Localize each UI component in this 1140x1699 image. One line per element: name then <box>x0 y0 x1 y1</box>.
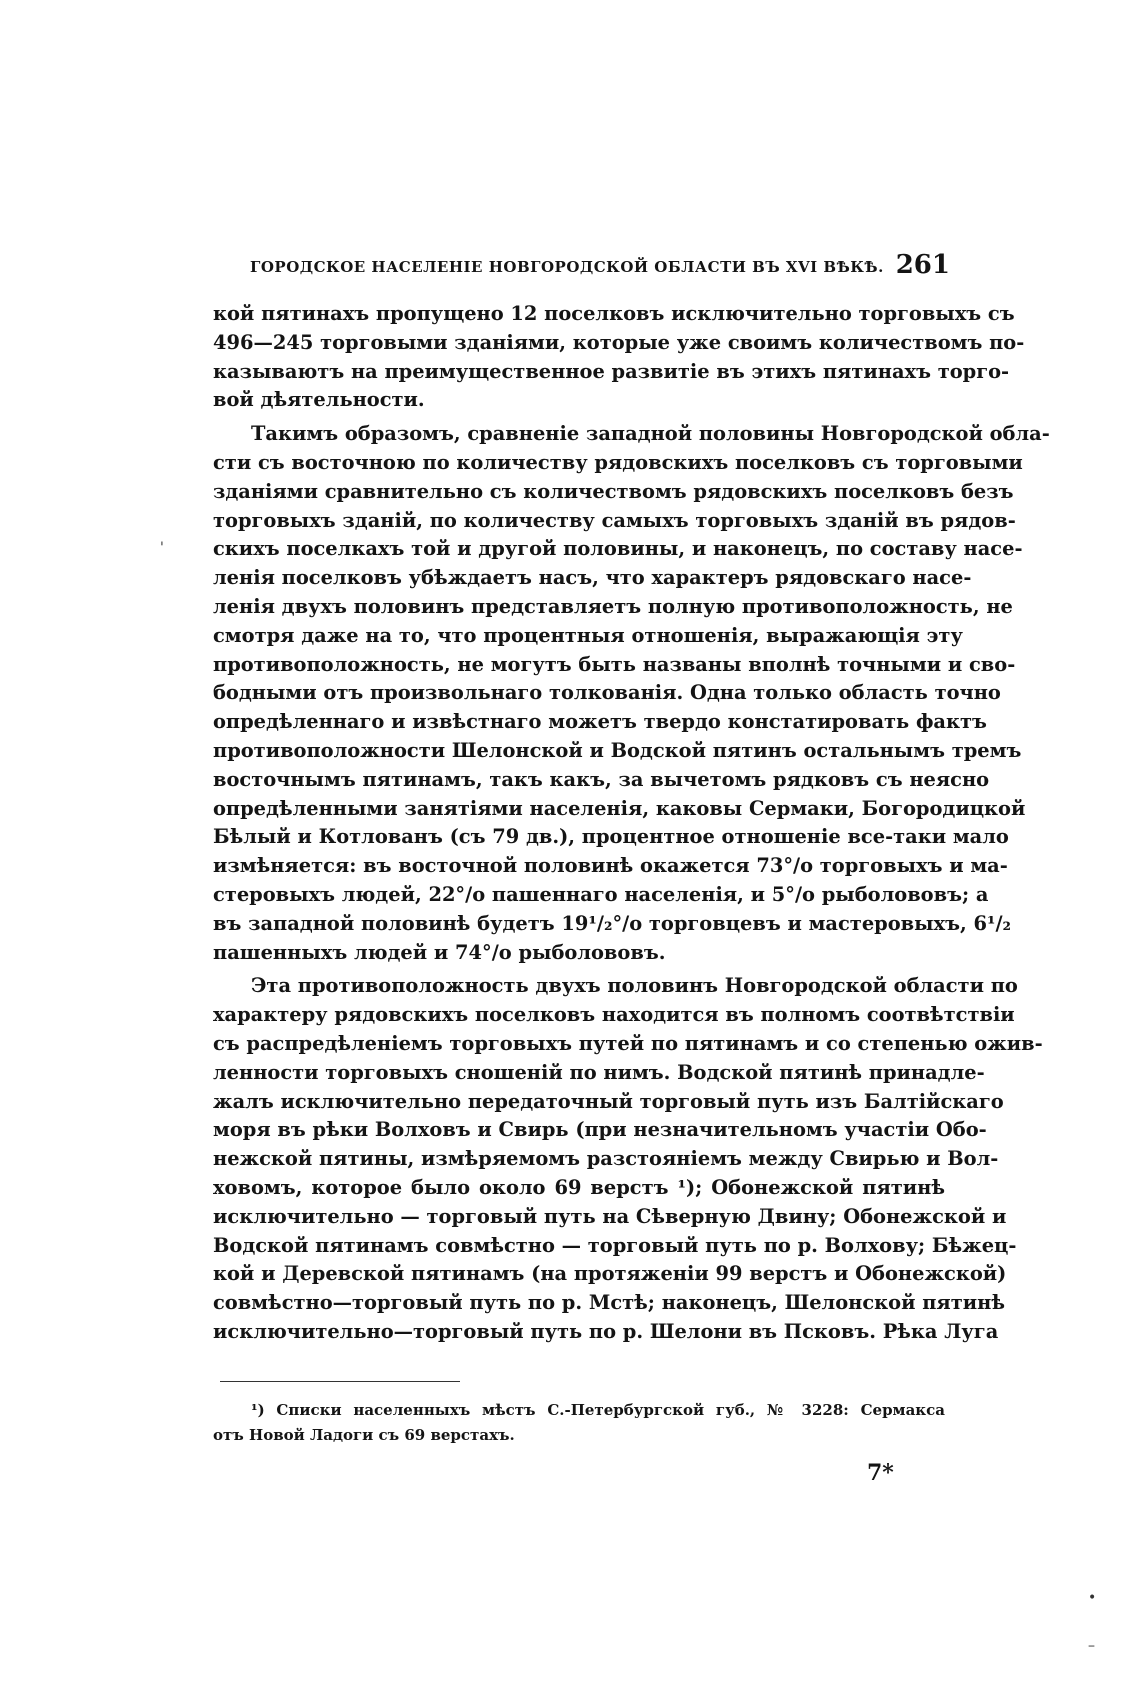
footnote-divider <box>220 1381 460 1382</box>
text-line: Бѣлый и Котлованъ (съ 79 дв.), процентное отношеніе все-таки мало <box>213 825 1009 849</box>
text-line: характеру рядовскихъ поселковъ находится въ полномъ соотвѣтствіи <box>213 1003 1015 1027</box>
text-line: кой пятинахъ пропущено 12 поселковъ исключительно торговыхъ съ <box>213 302 1015 325</box>
text-line: смотря даже на то, что процентныя отношенія, выражающія эту <box>213 623 963 647</box>
paragraph <box>213 300 1025 415</box>
right-margin-dot: • <box>1088 1590 1097 1606</box>
text-line: нежской пятины, измѣряемомъ разстояніемъ между Свирью и Вол- <box>213 1147 999 1171</box>
text-line: въ западной половинѣ будетъ 19¹/₂°/о торговцевъ и мастеровыхъ, 6¹/₂ <box>213 911 1012 935</box>
text-line: опредѣленнаго и извѣстнаго можетъ твердо констатировать фактъ <box>213 710 987 734</box>
text-line: жалъ исключительно передаточный торговый путь изъ Балтійскаго <box>213 1089 1004 1113</box>
printer-signature-mark: 7* <box>867 1460 894 1486</box>
text-line: моря въ рѣки Волховъ и Свирь (при незначительномъ участіи Обо- <box>213 1118 987 1142</box>
running-head <box>250 250 950 290</box>
footnote-line: отъ Новой Ладоги съ 69 верстахъ. <box>213 1426 515 1444</box>
text-line: торговыхъ зданій, по количеству самыхъ торговыхъ зданій въ рядов- <box>213 508 1016 532</box>
text-line: ленія двухъ половинъ представляетъ полную противоположность, не <box>213 594 1013 618</box>
text-line: вой дѣятельности. <box>213 388 425 412</box>
text-line: противоположности Шелонской и Водской пятинъ остальнымъ тремъ <box>213 738 1022 762</box>
page-number: 261 <box>895 250 950 280</box>
text-line: стеровыхъ людей, 22°/о пашеннаго населенія, и 5°/о рыболововъ; а <box>213 882 989 906</box>
text-line: зданіями сравнительно съ количествомъ рядовскихъ поселковъ безъ <box>213 479 1014 503</box>
text-line: скихъ поселкахъ той и другой половины, и наконецъ, по составу насе- <box>213 537 1023 561</box>
text-line: исключительно — торговый путь на Сѣверную Двину; Обонежской и <box>213 1204 1007 1228</box>
paragraph <box>213 972 1043 1346</box>
text-line: бодными отъ произвольнаго толкованія. Одна только область точно <box>213 681 1001 705</box>
text-line: 496—245 торговыми зданіями, которые уже своимъ количествомъ по- <box>213 330 1025 354</box>
text-line: кой и Деревской пятинамъ (на протяженіи 99 верстъ и Обонежской) <box>213 1262 1007 1286</box>
text-line: съ распредѣленіемъ торговыхъ путей по пятинамъ и со степенью ожив- <box>213 1031 1043 1055</box>
text-line: Водской пятинамъ совмѣстно — торговый путь по р. Волхову; Бѣжец- <box>213 1233 1017 1257</box>
text-line: сти съ восточною по количеству рядовскихъ поселковъ съ торговыми <box>213 450 1023 474</box>
text-line: Такимъ образомъ, сравненіе западной половины Новгородской обла- <box>251 422 1050 446</box>
footnote-line: ¹) Списки населенныхъ мѣстъ С.-Петербургской губ., № 3228: Сермакса <box>251 1401 945 1419</box>
text-line: Эта противоположность двухъ половинъ Новгородской области по <box>251 974 1018 998</box>
right-margin-dash: – <box>1088 1638 1095 1654</box>
footnotes <box>213 1398 945 1448</box>
running-title: ГОРОДСКОЕ НАСЕЛЕНІЕ НОВГОРОДСКОЙ ОБЛАСТИ ВЪ XVI ВѢКѢ. <box>250 258 884 276</box>
text-line: казываютъ на преимущественное развитіе въ этихъ пятинахъ торго- <box>213 359 1010 383</box>
left-margin-mark: ' <box>160 540 164 556</box>
text-line: пашенныхъ людей и 74°/о рыболововъ. <box>213 940 666 964</box>
text-line: ленія поселковъ убѣждаетъ насъ, что характеръ рядовскаго насе- <box>213 566 972 590</box>
paragraph <box>213 420 1050 967</box>
text-line: измѣняется: въ восточной половинѣ окажется 73°/о торговыхъ и ма- <box>213 854 1008 878</box>
text-line: опредѣленными занятіями населенія, каковы Сермаки, Богородицкой <box>213 796 1026 820</box>
text-line: восточнымъ пятинамъ, такъ какъ, за вычетомъ рядковъ съ неясно <box>213 767 990 791</box>
body-text <box>213 300 1050 1347</box>
text-line: ленности торговыхъ сношеній по нимъ. Водской пятинѣ принадле- <box>213 1060 985 1084</box>
text-line: совмѣстно—торговый путь по р. Мстѣ; наконецъ, Шелонской пятинѣ <box>213 1291 1005 1315</box>
text-line: исключительно—торговый путь по р. Шелони въ Псковъ. Рѣка Луга <box>213 1319 999 1343</box>
text-line: ховомъ, которое было около 69 верстъ ¹); Обонежской пятинѣ <box>213 1175 945 1199</box>
text-line: противоположность, не могутъ быть названы вполнѣ точными и сво- <box>213 652 1016 676</box>
